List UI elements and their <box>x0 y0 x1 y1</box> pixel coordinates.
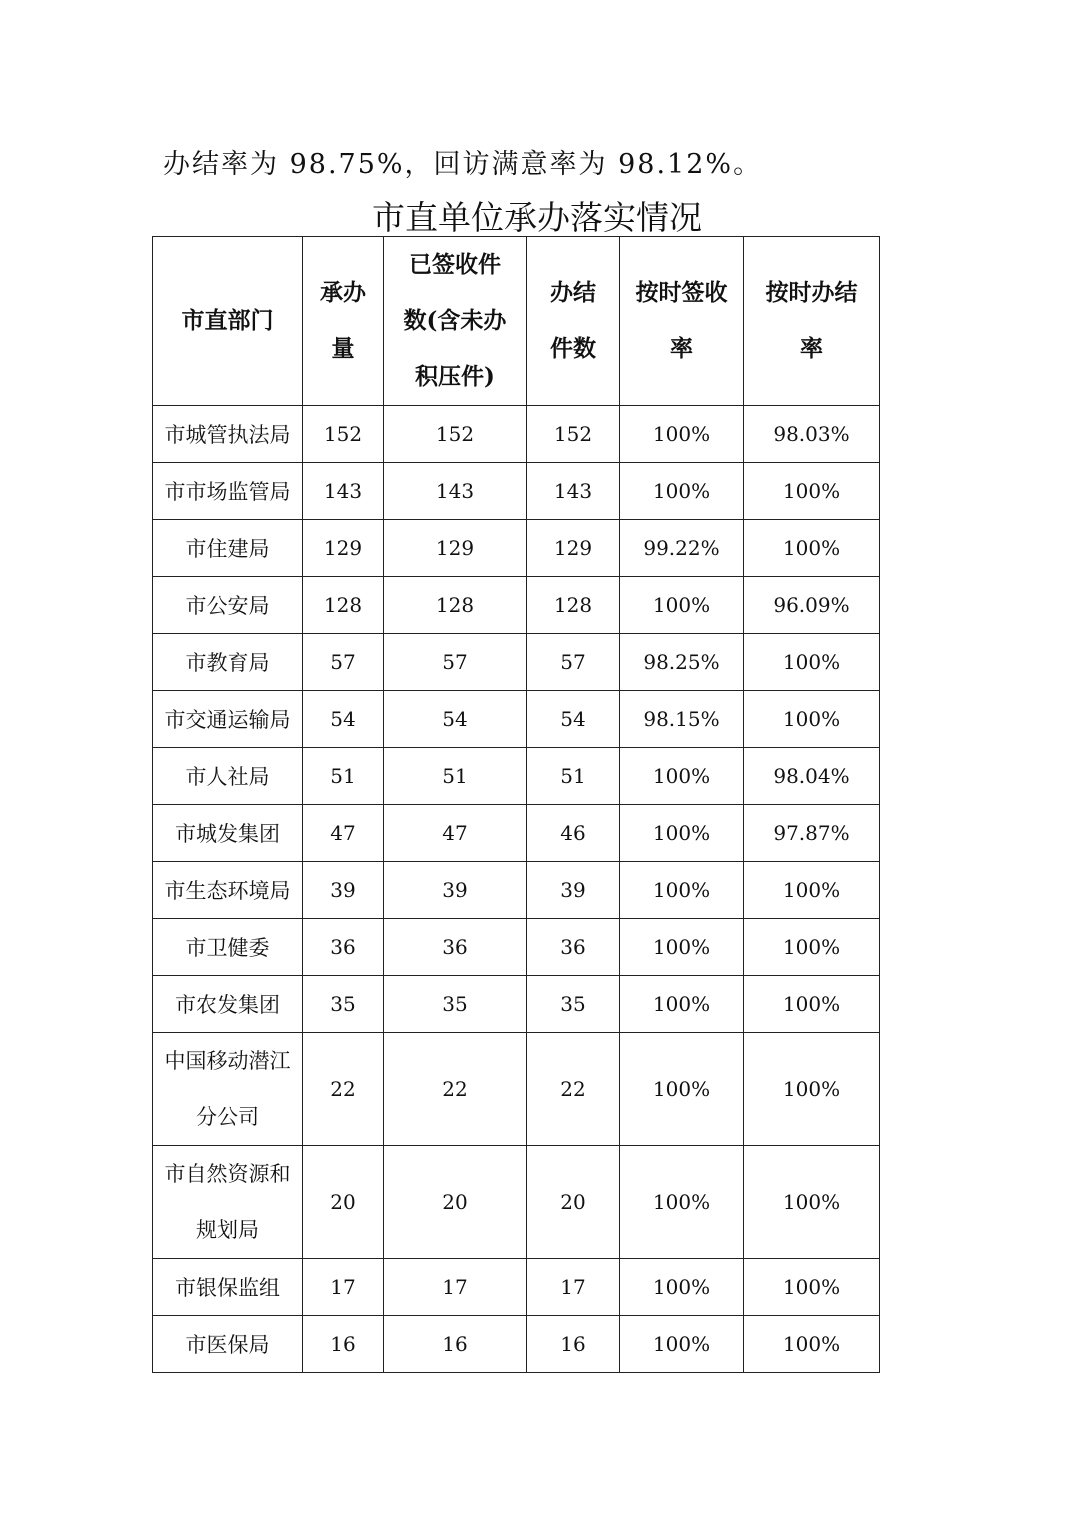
on-time-complete-cell: 100% <box>744 1316 880 1373</box>
on-time-sign-cell: 100% <box>620 577 744 634</box>
on-time-complete-cell: 100% <box>744 691 880 748</box>
header-line: 承办 <box>320 279 366 306</box>
volume-cell: 39 <box>303 862 384 919</box>
dept-cell <box>153 691 303 748</box>
on-time-complete-cell: 100% <box>744 634 880 691</box>
completed-cell: 22 <box>527 1033 620 1146</box>
signed-cell: 57 <box>384 634 527 691</box>
dept-line: 市城发集团 <box>175 822 280 846</box>
dept-cell <box>153 1316 303 1373</box>
table-row <box>153 1259 880 1316</box>
header-on-time-complete <box>744 237 880 406</box>
completed-cell: 16 <box>527 1316 620 1373</box>
signed-cell: 17 <box>384 1259 527 1316</box>
volume-cell: 51 <box>303 748 384 805</box>
signed-cell: 47 <box>384 805 527 862</box>
dept-line: 市交通运输局 <box>164 708 291 732</box>
on-time-complete-cell: 98.03% <box>744 406 880 463</box>
dept-line: 市市场监管局 <box>164 480 291 504</box>
dept-cell <box>153 976 303 1033</box>
dept-line: 市自然资源和 <box>164 1162 291 1186</box>
dept-line: 中国移动潜江 <box>164 1049 291 1073</box>
on-time-complete-cell: 100% <box>744 520 880 577</box>
dept-cell <box>153 748 303 805</box>
on-time-complete-cell: 100% <box>744 1146 880 1259</box>
on-time-sign-cell: 100% <box>620 1033 744 1146</box>
completed-cell: 152 <box>527 406 620 463</box>
dept-cell <box>153 1259 303 1316</box>
header-line: 数(含未办 <box>403 307 507 334</box>
on-time-sign-cell: 100% <box>620 1146 744 1259</box>
volume-cell: 143 <box>303 463 384 520</box>
table-row <box>153 691 880 748</box>
header-row <box>153 237 880 406</box>
volume-cell: 128 <box>303 577 384 634</box>
header-line: 市直部门 <box>181 307 274 334</box>
completed-cell: 35 <box>527 976 620 1033</box>
on-time-sign-cell: 98.15% <box>620 691 744 748</box>
departments-table <box>152 236 880 1373</box>
on-time-sign-cell: 100% <box>620 862 744 919</box>
signed-cell: 152 <box>384 406 527 463</box>
on-time-complete-cell: 100% <box>744 1033 880 1146</box>
header-on-time-sign <box>620 237 744 406</box>
volume-cell: 16 <box>303 1316 384 1373</box>
volume-cell: 57 <box>303 634 384 691</box>
dept-line: 规划局 <box>196 1218 259 1242</box>
dept-line: 分公司 <box>196 1105 259 1129</box>
dept-line: 市住建局 <box>185 537 270 561</box>
volume-cell: 36 <box>303 919 384 976</box>
table-row <box>153 862 880 919</box>
dept-cell <box>153 805 303 862</box>
on-time-sign-cell: 100% <box>620 1316 744 1373</box>
table-row <box>153 577 880 634</box>
completed-cell: 128 <box>527 577 620 634</box>
on-time-complete-cell: 100% <box>744 976 880 1033</box>
table-body <box>153 406 880 1373</box>
on-time-complete-cell: 100% <box>744 463 880 520</box>
dept-line: 市医保局 <box>185 1333 270 1357</box>
table-row <box>153 976 880 1033</box>
dept-line: 市教育局 <box>185 651 270 675</box>
signed-cell: 143 <box>384 463 527 520</box>
on-time-sign-cell: 100% <box>620 406 744 463</box>
on-time-sign-cell: 100% <box>620 1259 744 1316</box>
signed-cell: 39 <box>384 862 527 919</box>
header-completed <box>527 237 620 406</box>
dept-line: 市银保监组 <box>175 1276 280 1300</box>
on-time-sign-cell: 98.25% <box>620 634 744 691</box>
header-line: 率 <box>800 335 823 362</box>
table-row <box>153 1146 880 1259</box>
completed-cell: 57 <box>527 634 620 691</box>
on-time-sign-cell: 99.22% <box>620 520 744 577</box>
on-time-sign-cell: 100% <box>620 805 744 862</box>
completed-cell: 46 <box>527 805 620 862</box>
dept-cell <box>153 919 303 976</box>
dept-cell <box>153 406 303 463</box>
header-line: 率 <box>670 335 693 362</box>
dept-line: 市生态环境局 <box>164 879 291 903</box>
table-row <box>153 520 880 577</box>
volume-cell: 47 <box>303 805 384 862</box>
signed-cell: 129 <box>384 520 527 577</box>
dept-cell <box>153 634 303 691</box>
on-time-complete-cell: 100% <box>744 862 880 919</box>
dept-cell <box>153 1033 303 1146</box>
table-row <box>153 463 880 520</box>
completed-cell: 17 <box>527 1259 620 1316</box>
volume-cell: 129 <box>303 520 384 577</box>
intro-paragraph: 办结率为 98.75%，回访满意率为 98.12%。 <box>163 149 763 180</box>
on-time-sign-cell: 100% <box>620 919 744 976</box>
on-time-complete-cell: 100% <box>744 1259 880 1316</box>
on-time-complete-cell: 97.87% <box>744 805 880 862</box>
dept-cell <box>153 862 303 919</box>
on-time-complete-cell: 100% <box>744 919 880 976</box>
on-time-sign-cell: 100% <box>620 463 744 520</box>
dept-line: 市城管执法局 <box>164 423 291 447</box>
table-row <box>153 634 880 691</box>
header-line: 积压件) <box>415 363 495 390</box>
completed-cell: 51 <box>527 748 620 805</box>
volume-cell: 35 <box>303 976 384 1033</box>
completed-cell: 143 <box>527 463 620 520</box>
signed-cell: 22 <box>384 1033 527 1146</box>
volume-cell: 152 <box>303 406 384 463</box>
completed-cell: 36 <box>527 919 620 976</box>
on-time-complete-cell: 98.04% <box>744 748 880 805</box>
header-line: 已签收件 <box>409 251 501 278</box>
volume-cell: 20 <box>303 1146 384 1259</box>
signed-cell: 20 <box>384 1146 527 1259</box>
header-line: 量 <box>331 335 355 362</box>
dept-line: 市人社局 <box>185 765 270 789</box>
dept-line: 市公安局 <box>185 594 270 618</box>
on-time-sign-cell: 100% <box>620 976 744 1033</box>
signed-cell: 51 <box>384 748 527 805</box>
signed-cell: 36 <box>384 919 527 976</box>
dept-cell <box>153 520 303 577</box>
table-title: 市直单位承办落实情况 <box>372 198 702 237</box>
completed-cell: 39 <box>527 862 620 919</box>
header-line: 按时签收 <box>635 279 728 306</box>
header-line: 件数 <box>550 335 596 362</box>
completed-cell: 54 <box>527 691 620 748</box>
signed-cell: 128 <box>384 577 527 634</box>
signed-cell: 54 <box>384 691 527 748</box>
volume-cell: 22 <box>303 1033 384 1146</box>
signed-cell: 16 <box>384 1316 527 1373</box>
dept-cell <box>153 577 303 634</box>
table-row <box>153 1033 880 1146</box>
table-row <box>153 1316 880 1373</box>
on-time-complete-cell: 96.09% <box>744 577 880 634</box>
volume-cell: 54 <box>303 691 384 748</box>
header-signed <box>384 237 527 406</box>
header-line: 按时办结 <box>765 279 858 306</box>
header-volume <box>303 237 384 406</box>
table-row <box>153 805 880 862</box>
dept-line: 市农发集团 <box>175 993 280 1017</box>
on-time-sign-cell: 100% <box>620 748 744 805</box>
table-row <box>153 919 880 976</box>
dept-cell <box>153 1146 303 1259</box>
dept-line: 市卫健委 <box>185 936 270 960</box>
header-dept <box>153 237 303 406</box>
header-line: 办结 <box>550 279 596 306</box>
signed-cell: 35 <box>384 976 527 1033</box>
table-row <box>153 748 880 805</box>
table-row <box>153 406 880 463</box>
dept-cell <box>153 463 303 520</box>
volume-cell: 17 <box>303 1259 384 1316</box>
completed-cell: 129 <box>527 520 620 577</box>
completed-cell: 20 <box>527 1146 620 1259</box>
